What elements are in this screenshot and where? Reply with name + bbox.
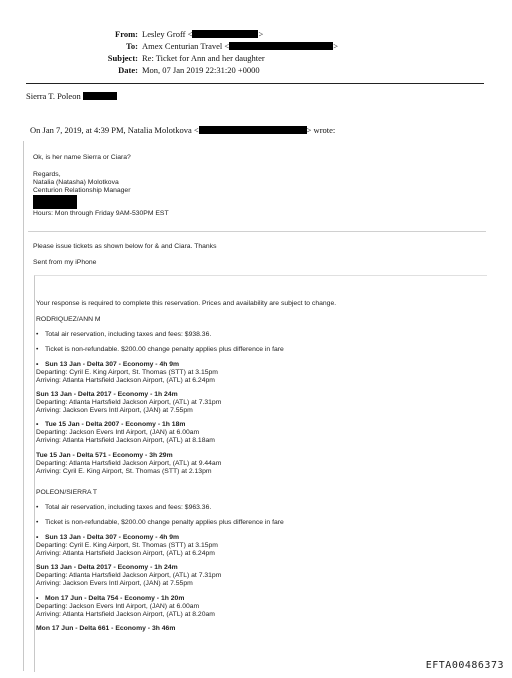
- flight-arriving: Arriving: Atlanta Hartsfield Jackson Airport, (ATL) at 6.24pm: [36, 550, 215, 557]
- redaction-box: [83, 92, 117, 100]
- flight-title: • Sun 13 Jan - Delta 307 - Economy - 4h 9m: [36, 534, 180, 541]
- subject-row: [0, 52, 512, 64]
- bullet-icon: •: [36, 361, 39, 368]
- reply1-title: Centurion Relationship Manager: [33, 187, 131, 194]
- quote-divider: [28, 231, 486, 232]
- flight-arriving: Arriving: Jackson Evers Intl Airport, (JAN) at 7.55pm: [36, 580, 193, 587]
- flight-title: • Sun 13 Jan - Delta 307 - Economy - 4h 9m: [36, 361, 180, 368]
- from-end: >: [258, 29, 264, 39]
- flight-title: • Mon 17 Jun - Delta 754 - Economy - 1h 20m: [36, 595, 185, 602]
- bullet-icon: •: [36, 331, 39, 338]
- date-row: [0, 64, 512, 76]
- reply1-question: Ok, is her name Sierra or Ciara?: [33, 154, 131, 161]
- subject-label: Subject:: [107, 53, 138, 63]
- flight-arriving: Arriving: Jackson Evers Intl Airport, (JAN) at 7.55pm: [36, 407, 193, 414]
- flight-arriving: Arriving: Cyril E. King Airport, St. Thomas (STT) at 2.13pm: [36, 468, 212, 475]
- passenger-2-name: POLEON/SIERRA T: [36, 489, 98, 496]
- bullet-icon: •: [36, 504, 39, 511]
- from-label: From:: [115, 29, 138, 39]
- flight-title: Sun 13 Jan - Delta 2017 - Economy - 1h 24m: [36, 564, 178, 571]
- flight-departing: Departing: Atlanta Hartsfield Jackson Airport, (ATL) at 7.31pm: [36, 399, 222, 406]
- bullet-icon: •: [36, 421, 39, 428]
- date-value: Mon, 07 Jan 2019 22:31:20 +0000: [142, 65, 260, 75]
- redaction-box: [192, 30, 258, 38]
- passenger-1-name: RODRIQUEZ/ANN M: [36, 316, 101, 323]
- reply1-regards: Regards,: [33, 171, 61, 178]
- passenger-2-ticket: • Ticket is non-refundable, $200.00 change penalty applies plus difference in fare: [36, 519, 284, 526]
- bullet-icon: •: [36, 595, 39, 602]
- itinerary-notice: Your response is required to complete this reservation. Prices and availability are subject to change.: [36, 300, 337, 307]
- passenger-1-total: • Total air reservation, including taxes and fees: $938.36.: [36, 331, 212, 338]
- flight-title: Mon 17 Jun - Delta 661 - Economy - 3h 46m: [36, 625, 176, 632]
- redaction-box: [33, 202, 77, 209]
- to-label: To:: [126, 41, 138, 51]
- bullet-icon: •: [36, 519, 39, 526]
- flight-arriving: Arriving: Atlanta Hartsfield Jackson Airport, (ATL) at 8.18am: [36, 437, 215, 444]
- flight-departing: Departing: Atlanta Hartsfield Jackson Airport, (ATL) at 7.31pm: [36, 572, 222, 579]
- from-value: Lesley Groff <: [142, 29, 193, 39]
- flight-title: • Tue 15 Jan - Delta 2007 - Economy - 1h 18m: [36, 421, 186, 428]
- document-id: EFTA00486373: [425, 660, 504, 671]
- to-end: >: [333, 41, 338, 51]
- header-divider: [26, 83, 484, 84]
- to-value: Amex Centurian Travel <: [142, 41, 230, 51]
- flight-departing: Departing: Jackson Evers Intl Airport, (JAN) at 6.00am: [36, 429, 200, 436]
- reply1-name: Natalia (Natasha) Molotkova: [33, 179, 119, 186]
- signature-name: Sierra T. Poleon: [26, 91, 81, 101]
- flight-title: Sun 13 Jan - Delta 2017 - Economy - 1h 24m: [36, 391, 178, 398]
- flight-departing: Departing: Cyril E. King Airport, St. Thomas (STT) at 3.15pm: [36, 369, 218, 376]
- quoted-intro: [30, 125, 335, 135]
- flight-departing: Departing: Cyril E. King Airport, St. Thomas (STT) at 3.15pm: [36, 542, 218, 549]
- email-header: [0, 28, 512, 76]
- signature-line: [26, 91, 117, 101]
- date-label: Date:: [118, 65, 138, 75]
- from-row: [0, 28, 512, 40]
- passenger-2-total: • Total air reservation, including taxes and fees: $963.36.: [36, 504, 212, 511]
- bullet-icon: •: [36, 346, 39, 353]
- flight-departing: Departing: Atlanta Hartsfield Jackson Airport, (ATL) at 9.44am: [36, 460, 222, 467]
- quoted-intro-start: On Jan 7, 2019, at 4:39 PM, Natalia Molotkova <: [30, 125, 199, 135]
- reply1-hours: Hours: Mon through Friday 9AM-530PM EST: [33, 210, 169, 217]
- to-row: [0, 40, 512, 52]
- flight-arriving: Arriving: Atlanta Hartsfield Jackson Airport, (ATL) at 8.20am: [36, 611, 215, 618]
- reply2-request: Please issue tickets as shown below for & and Ciara. Thanks: [33, 243, 217, 250]
- flight-departing: Departing: Jackson Evers Intl Airport, (JAN) at 6.00am: [36, 603, 200, 610]
- redaction-box: [33, 195, 77, 202]
- quoted-intro-end: > wrote:: [306, 125, 336, 135]
- flight-title: Tue 15 Jan - Delta 571 - Economy - 3h 29m: [36, 452, 173, 459]
- reply2-sent-from: Sent from my iPhone: [33, 259, 97, 266]
- bullet-icon: •: [36, 534, 39, 541]
- redaction-box: [229, 42, 333, 50]
- passenger-1-ticket: • Ticket is non-refundable. $200.00 change penalty applies plus difference in fare: [36, 346, 284, 353]
- flight-arriving: Arriving: Atlanta Hartsfield Jackson Airport, (ATL) at 6.24pm: [36, 377, 215, 384]
- redaction-box: [199, 126, 307, 134]
- subject-value: Re: Ticket for Ann and her daughter: [142, 53, 265, 63]
